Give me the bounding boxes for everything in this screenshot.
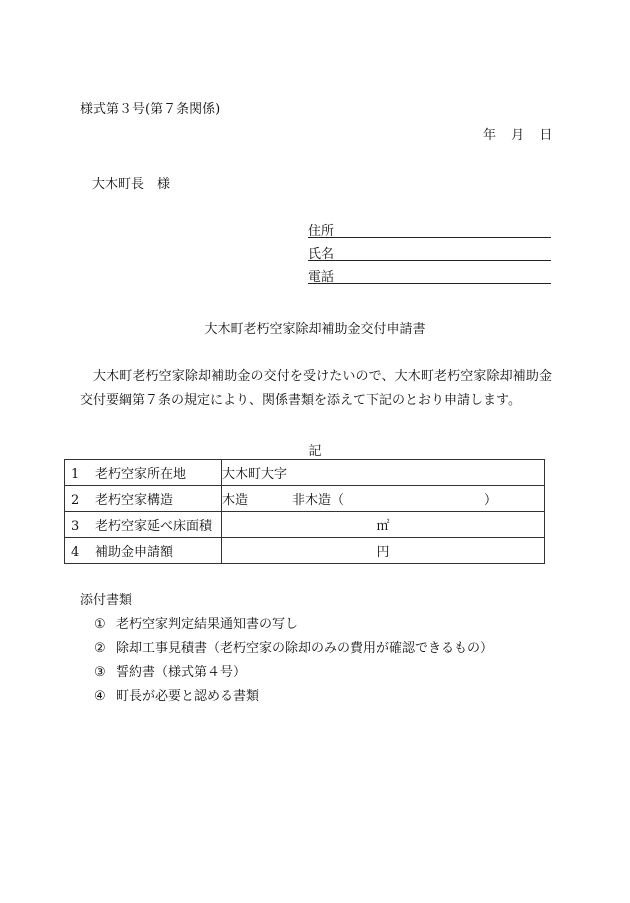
row-label: [65, 512, 222, 538]
attachment-text: 老朽空家判定結果通知書の写し: [116, 617, 299, 632]
subsidy-amount-unit: 円: [376, 545, 390, 560]
location-cell[interactable]: [222, 460, 545, 486]
floor-area-unit: ㎡: [376, 519, 390, 534]
location-value: 大木町大字: [222, 467, 288, 482]
attachment-text: 町長が必要と認める書類: [116, 689, 260, 704]
attachment-mark: ④: [94, 689, 106, 704]
row-label: [65, 538, 222, 564]
date-day: 日: [539, 128, 553, 143]
attachment-mark: ②: [94, 641, 106, 656]
structure-non-wooden: 非木造（: [292, 493, 345, 508]
table-row: [65, 512, 545, 538]
ki-heading: 記: [308, 444, 322, 459]
name-field[interactable]: [308, 243, 551, 261]
row-number: 4: [71, 545, 80, 560]
document-title: 大木町老朽空家除却補助金交付申請書: [204, 322, 426, 337]
attachment-item: [94, 613, 298, 632]
attachment-item: [94, 685, 259, 704]
date-year: 年: [483, 128, 497, 143]
attachment-text: 誓約書（様式第４号）: [116, 665, 247, 680]
row-label-text: 補助金申請額: [95, 545, 174, 560]
phone-field[interactable]: [308, 266, 551, 284]
table-row: [65, 486, 545, 512]
application-table: [64, 459, 545, 564]
date-line: [483, 124, 552, 143]
attachments-title: 添付書類: [80, 593, 133, 608]
date-month: 月: [511, 128, 525, 143]
structure-paren-close: ）: [484, 493, 498, 508]
attachment-item: [94, 661, 246, 680]
application-statement: 大木町老朽空家除却補助金の交付を受けたいので、大木町老朽空家除却補助金交付要綱第７条の規定により、関係書類を添えて下記のとおり申請します。: [80, 369, 552, 408]
structure-wooden: 木造: [222, 493, 249, 508]
name-label: 氏名: [308, 247, 335, 262]
row-label-text: 老朽空家延べ床面積: [95, 519, 213, 534]
attachment-text: 除却工事見積書（老朽空家の除却のみの費用が確認できるもの）: [116, 641, 494, 656]
addressee: 大木町長 様: [92, 177, 171, 192]
table-row: [65, 460, 545, 486]
address-label: 住所: [308, 224, 335, 239]
structure-cell[interactable]: [222, 486, 545, 512]
floor-area-cell[interactable]: [222, 512, 545, 538]
row-label: [65, 486, 222, 512]
table-row: [65, 538, 545, 564]
address-field[interactable]: [308, 220, 551, 238]
row-label: [65, 460, 222, 486]
attachment-mark: ③: [94, 665, 106, 680]
subsidy-amount-cell[interactable]: [222, 538, 545, 564]
form-number: 様式第３号(第７条関係): [80, 102, 221, 117]
row-label-text: 老朽空家所在地: [95, 467, 187, 482]
row-number: 1: [71, 467, 80, 482]
row-label-text: 老朽空家構造: [95, 493, 174, 508]
row-number: 3: [71, 519, 80, 534]
row-number: 2: [71, 493, 80, 508]
phone-label: 電話: [308, 270, 335, 285]
attachment-item: [94, 637, 493, 656]
attachment-mark: ①: [94, 617, 106, 632]
